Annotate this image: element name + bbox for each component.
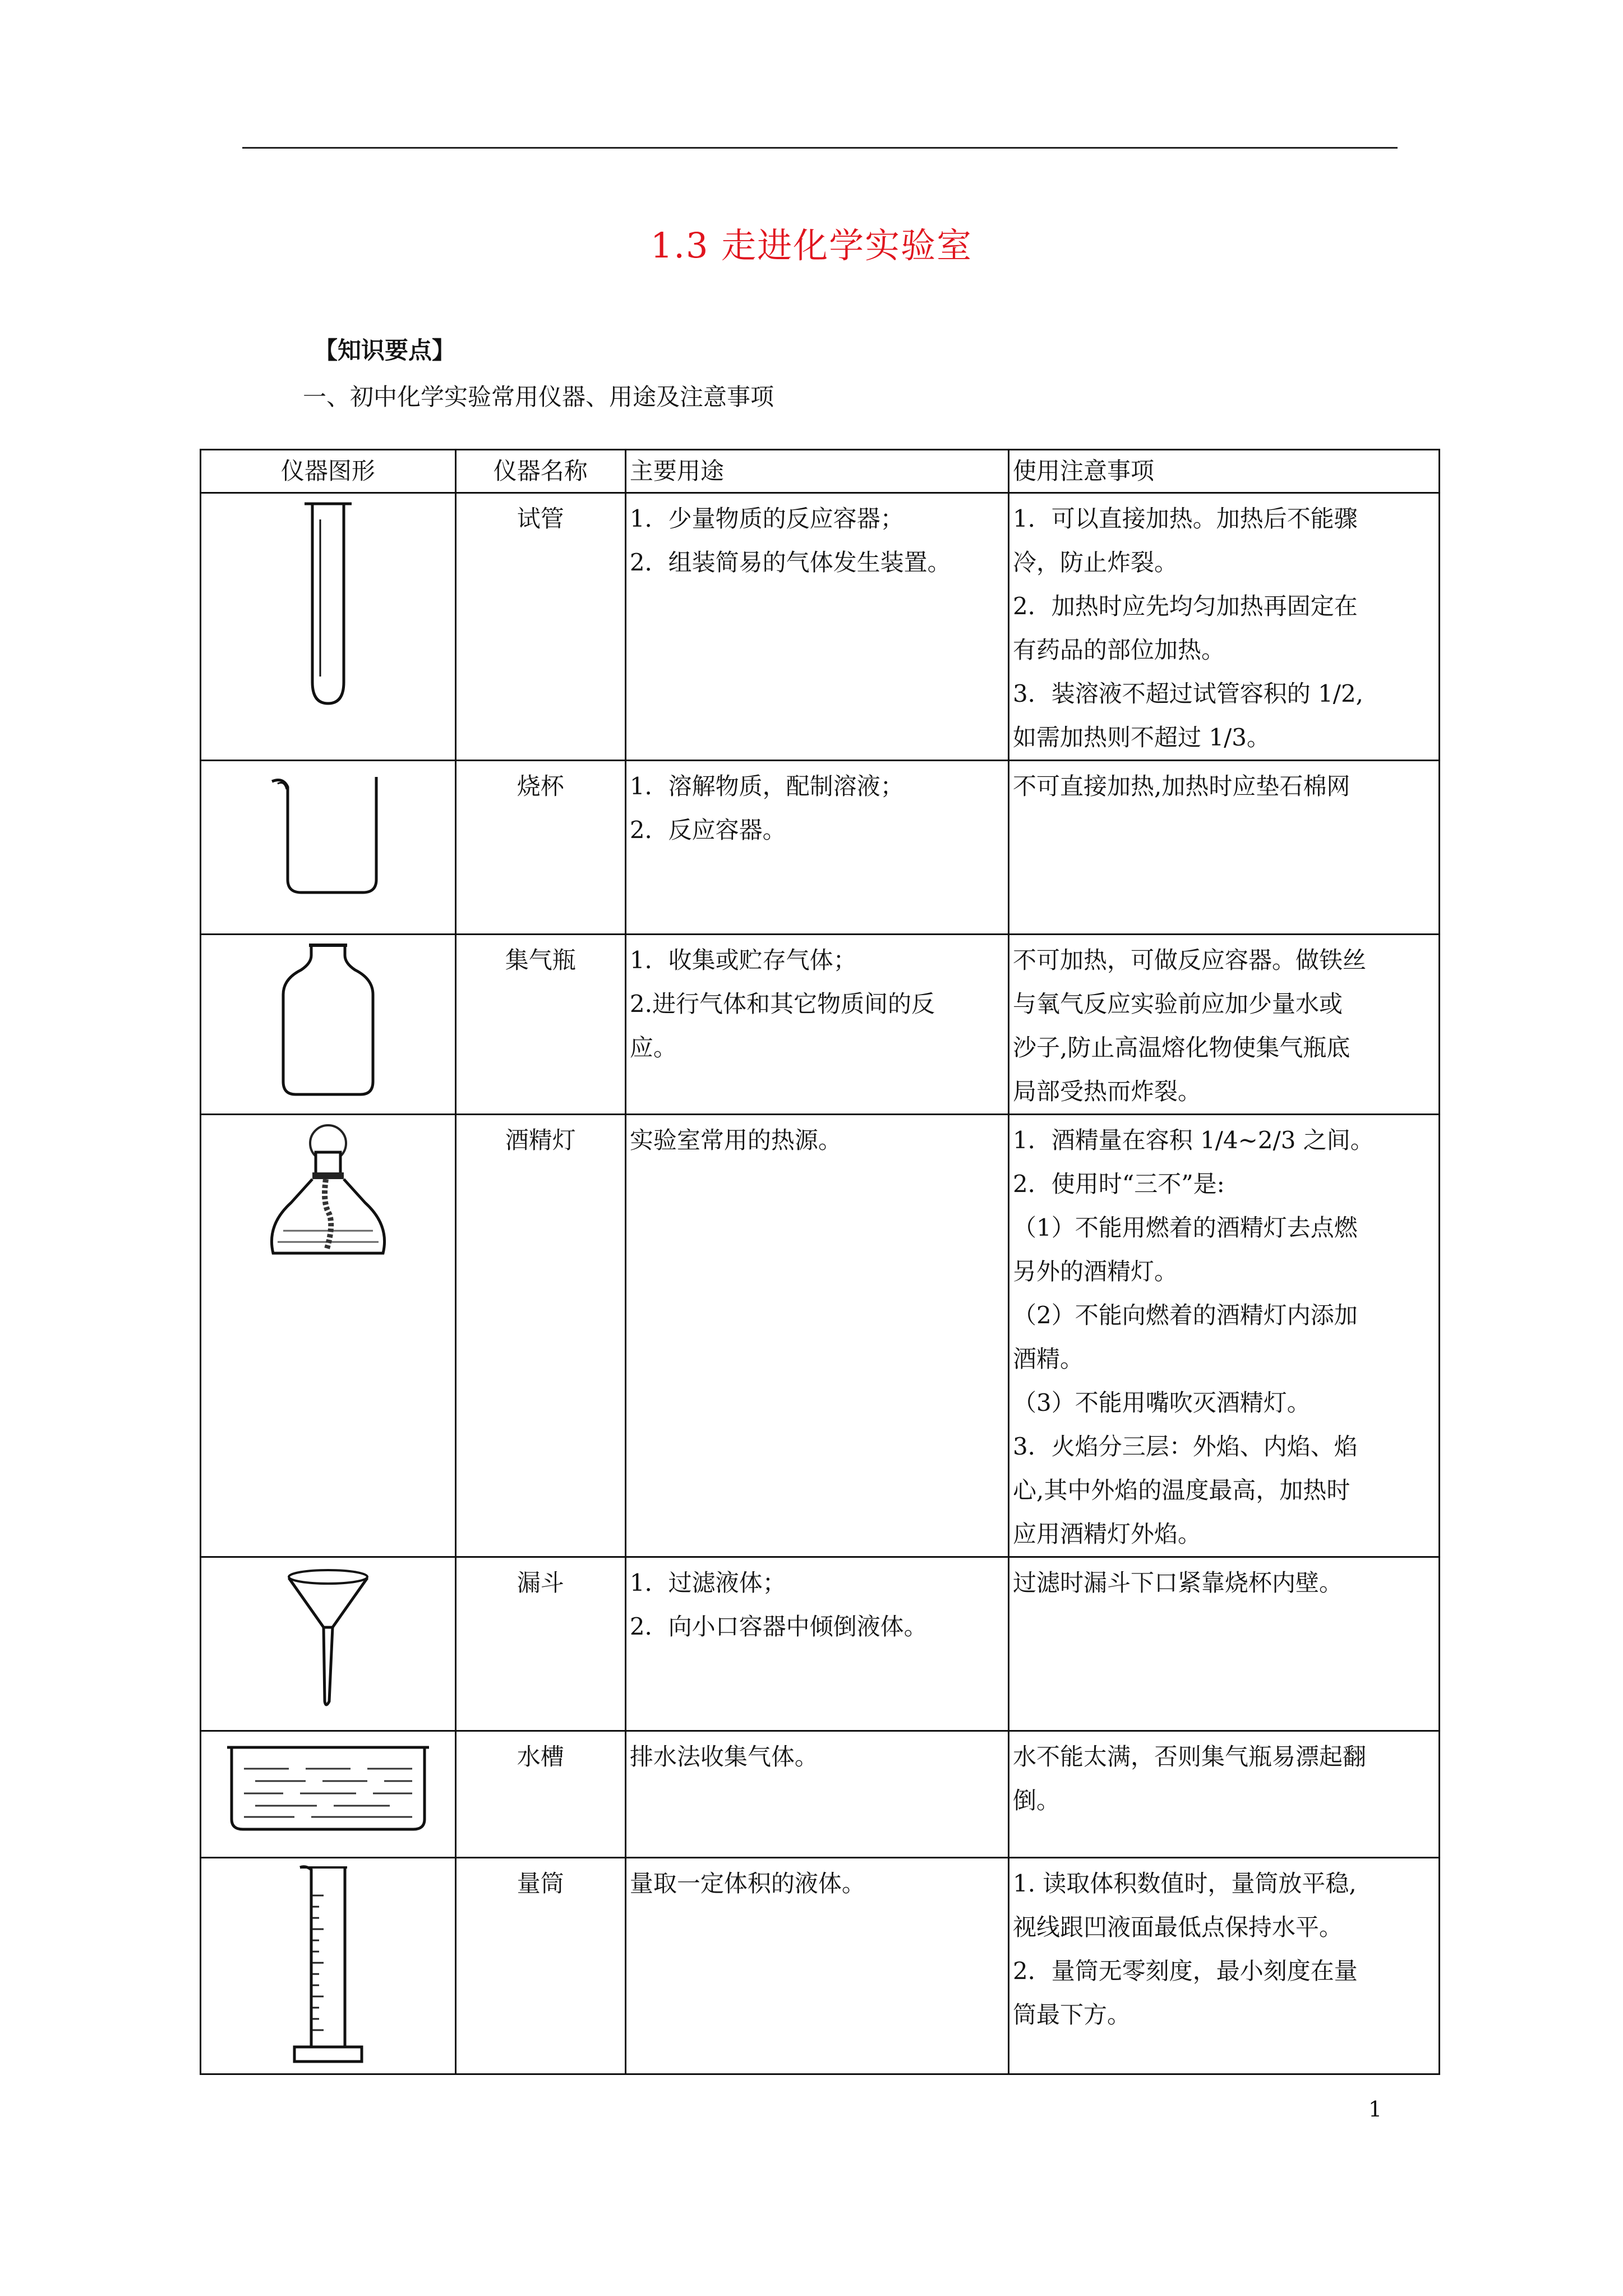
page-number: 1 [1368, 2097, 1382, 2122]
notes-line: （1）不能用燃着的酒精灯去点燃 [1013, 1214, 1358, 1241]
notes-line: 应用酒精灯外焰。 [1013, 1520, 1202, 1548]
uses-line: 1．收集或贮存气体； [629, 946, 857, 974]
uses-line: 排水法收集气体。 [629, 1743, 818, 1770]
table-row [201, 1115, 1440, 1557]
uses-line: 2．组装简易的气体发生装置。 [629, 549, 951, 576]
notes-cell [1009, 935, 1440, 1115]
header-cell-figure: 仪器图形 [201, 450, 456, 493]
figure-cell [201, 761, 456, 935]
uses-line: 2．向小口容器中倾倒液体。 [629, 1613, 928, 1640]
funnel-icon [278, 1561, 379, 1713]
table-row [201, 493, 1440, 761]
header-rule [242, 147, 1398, 149]
notes-cell [1009, 1557, 1440, 1731]
notes-line: 不可直接加热,加热时应垫石棉网 [1013, 772, 1350, 800]
notes-line: 3．装溶液不超过试管容积的 1/2, [1013, 680, 1364, 707]
uses-line: 2．反应容器。 [629, 816, 786, 844]
uses-cell [625, 935, 1008, 1115]
instrument-name: 漏斗 [455, 1557, 625, 1731]
water-trough-icon [222, 1735, 435, 1836]
instrument-name: 水槽 [455, 1731, 625, 1858]
instrument-name: 酒精灯 [455, 1115, 625, 1557]
notes-line: 2．加热时应先均匀加热再固定在 [1013, 592, 1358, 620]
notes-line: 冷，防止炸裂。 [1013, 549, 1178, 576]
uses-cell [625, 1557, 1008, 1731]
alcohol-lamp-icon [261, 1119, 395, 1264]
uses-line: 1．少量物质的反应容器； [629, 505, 904, 532]
instrument-name: 试管 [455, 493, 625, 761]
notes-line: 1. 读取体积数值时，量筒放平稳, [1013, 1870, 1357, 1897]
table-row [201, 761, 1440, 935]
uses-line: 1．过滤液体； [629, 1569, 786, 1596]
section-heading: 【知识要点】 [314, 337, 456, 364]
test-tube-icon [294, 497, 362, 710]
gas-jar-icon [272, 938, 384, 1101]
instrument-table [200, 449, 1440, 2075]
notes-line: 沙子,防止高温熔化物使集气瓶底 [1013, 1034, 1350, 1061]
figure-cell [201, 1731, 456, 1858]
notes-line: 1．可以直接加热。加热后不能骤 [1013, 505, 1358, 532]
notes-line: （2）不能向燃着的酒精灯内添加 [1013, 1301, 1358, 1329]
uses-line: 1．溶解物质，配制溶液； [629, 772, 904, 800]
figure-cell [201, 1557, 456, 1731]
uses-line: 应。 [629, 1034, 677, 1061]
notes-line: 局部受热而炸裂。 [1013, 1078, 1202, 1105]
figure-cell [201, 1115, 456, 1557]
notes-line: 心,其中外焰的温度最高，加热时 [1013, 1476, 1350, 1504]
instrument-name: 集气瓶 [455, 935, 625, 1115]
uses-line: 量取一定体积的液体。 [629, 1870, 865, 1897]
notes-line: （3）不能用嘴吹灭酒精灯。 [1013, 1389, 1311, 1416]
notes-line: 2．量筒无零刻度，最小刻度在量 [1013, 1957, 1358, 1985]
notes-line: 有药品的部位加热。 [1013, 636, 1225, 664]
header-cell-uses: 主要用途 [625, 450, 1008, 493]
uses-line: 实验室常用的热源。 [629, 1126, 842, 1154]
instrument-name: 烧杯 [455, 761, 625, 935]
section-subheading: 一、初中化学实验常用仪器、用途及注意事项 [303, 383, 774, 411]
figure-cell [201, 1858, 456, 2074]
notes-line: 筒最下方。 [1013, 2001, 1131, 2028]
header-cell-name: 仪器名称 [455, 450, 625, 493]
notes-line: 2．使用时“三不”是: [1013, 1170, 1225, 1198]
instrument-name: 量筒 [455, 1858, 625, 2074]
notes-line: 视线跟凹液面最低点保持水平。 [1013, 1913, 1343, 1941]
notes-line: 另外的酒精灯。 [1013, 1258, 1178, 1285]
notes-line: 与氧气反应实验前应加少量水或 [1013, 990, 1343, 1018]
notes-cell [1009, 1731, 1440, 1858]
notes-cell [1009, 761, 1440, 935]
notes-line: 倒。 [1013, 1787, 1061, 1814]
uses-cell [625, 1115, 1008, 1557]
header-cell-notes: 使用注意事项 [1009, 450, 1440, 493]
notes-cell [1009, 1115, 1440, 1557]
page-title: 1.3 走进化学实验室 [650, 225, 973, 266]
uses-cell [625, 1858, 1008, 2074]
beaker-icon [261, 765, 395, 899]
uses-cell [625, 761, 1008, 935]
notes-line: 3．火焰分三层：外焰、内焰、焰 [1013, 1433, 1358, 1460]
graduated-cylinder-icon [283, 1862, 373, 2069]
notes-line: 水不能太满，否则集气瓶易漂起翻 [1013, 1743, 1367, 1770]
notes-line: 过滤时漏斗下口紧靠烧杯内壁。 [1013, 1569, 1343, 1596]
table-row [201, 1557, 1440, 1731]
notes-cell [1009, 493, 1440, 761]
notes-line: 酒精。 [1013, 1345, 1084, 1373]
table-header-row [201, 450, 1440, 493]
notes-line: 1．酒精量在容积 1/4~2/3 之间。 [1013, 1126, 1374, 1154]
uses-cell [625, 1731, 1008, 1858]
figure-cell [201, 935, 456, 1115]
table-row [201, 1858, 1440, 2074]
figure-cell [201, 493, 456, 761]
uses-line: 2.进行气体和其它物质间的反 [629, 990, 935, 1018]
notes-line: 如需加热则不超过 1/3。 [1013, 724, 1270, 751]
table-row [201, 1731, 1440, 1858]
uses-cell [625, 493, 1008, 761]
notes-cell [1009, 1858, 1440, 2074]
table-row [201, 935, 1440, 1115]
notes-line: 不可加热，可做反应容器。做铁丝 [1013, 946, 1367, 974]
